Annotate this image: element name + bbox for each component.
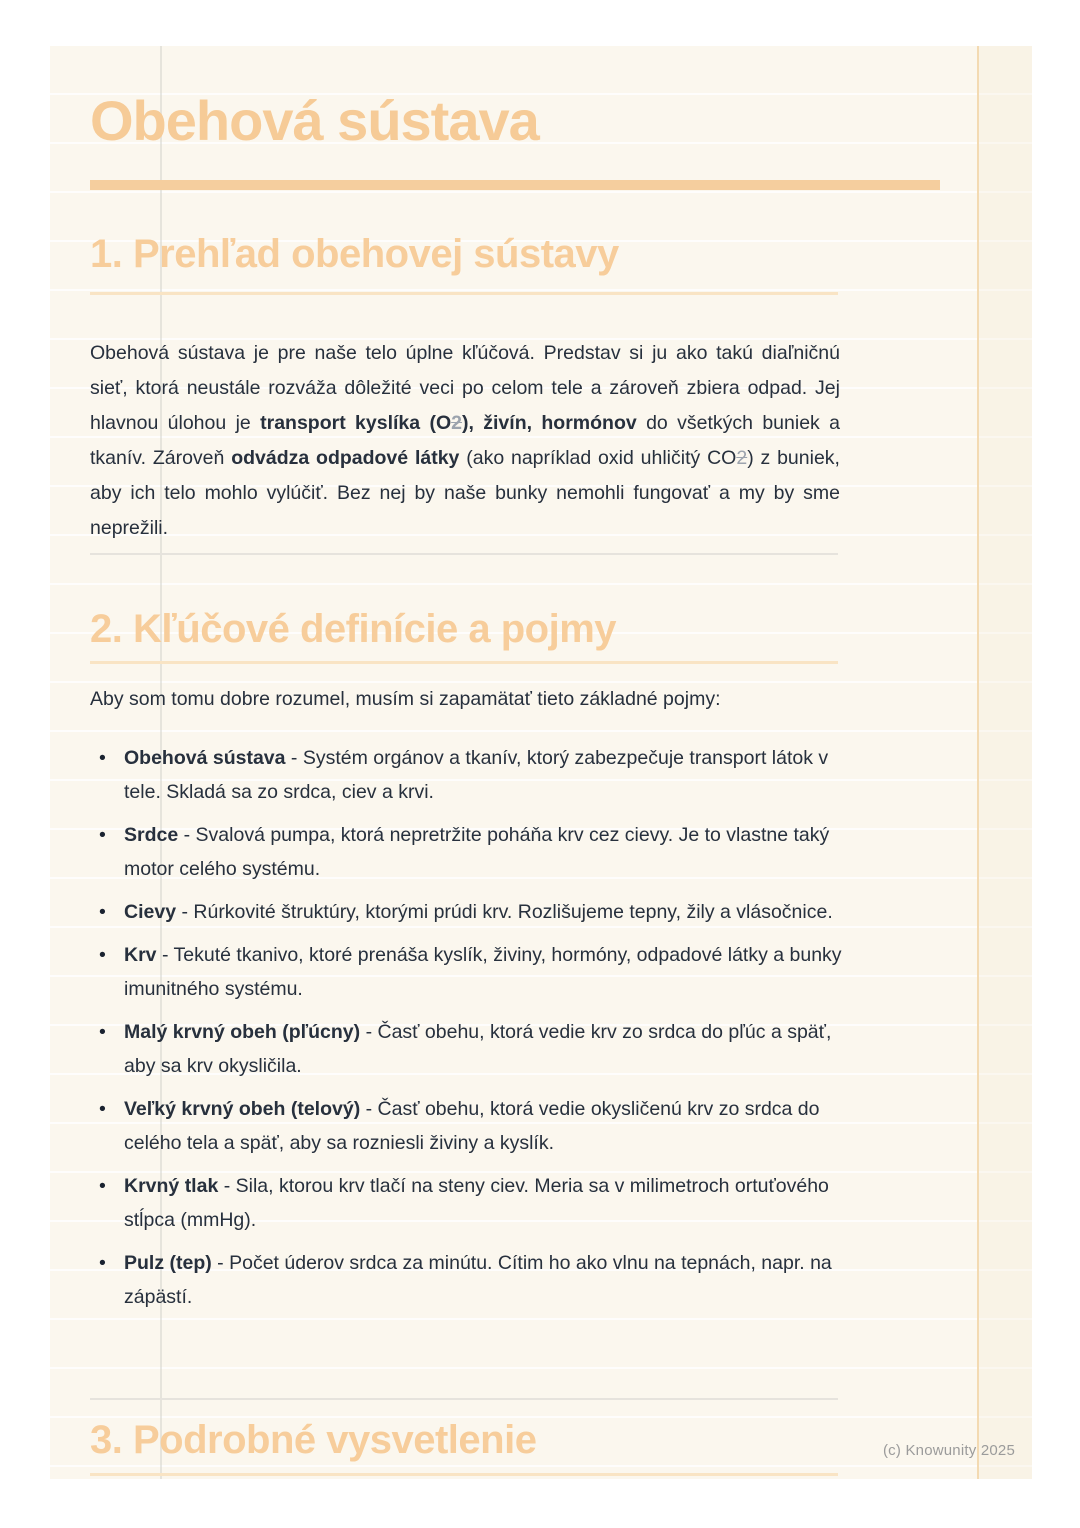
section-heading-definitions: 2. Kľúčové definície a pojmy bbox=[90, 607, 617, 651]
bullet-icon: • bbox=[99, 1175, 106, 1197]
term-label: Srdce bbox=[124, 824, 179, 846]
bullet-icon: • bbox=[99, 1021, 106, 1043]
list-item bbox=[90, 818, 852, 886]
section-heading-overview: 1. Prehľad obehovej sústavy bbox=[90, 232, 619, 276]
term-separator: - bbox=[223, 1175, 231, 1197]
page-title: Obehová sústava bbox=[90, 89, 539, 152]
definitions-intro: Aby som tomu dobre rozumel, musím si zapamätať tieto základné pojmy: bbox=[90, 688, 721, 710]
term-separator: - bbox=[181, 901, 188, 923]
term-label: Malý krvný obeh (pľúcny) bbox=[124, 1021, 361, 1043]
definitions-list bbox=[90, 741, 852, 1323]
paragraph-bold-waste: odvádza odpadové látky bbox=[231, 446, 460, 469]
list-item bbox=[90, 1015, 852, 1083]
term-separator: - bbox=[161, 944, 169, 966]
co2-subscript: 2 bbox=[736, 446, 748, 469]
term-description: Rúrkovité štruktúry, ktorými prúdi krv. Rozlišujeme tepny, žily a vlásočnice. bbox=[193, 901, 833, 923]
overview-paragraph bbox=[90, 336, 840, 546]
bullet-icon: • bbox=[99, 901, 106, 923]
notes-page bbox=[50, 46, 1032, 1479]
bullet-icon: • bbox=[99, 944, 106, 966]
paragraph-bold-transport-end: ), živín, hormónov bbox=[462, 411, 637, 434]
term-separator: - bbox=[217, 1252, 224, 1274]
term-description: Počet úderov srdca za minútu. Cítim ho ako vlnu na tepnách, napr. na zápästí. bbox=[124, 1252, 832, 1308]
term-description: Sila, ktorou krv tlačí na steny ciev. Meria sa v milimetroch ortuťového stĺpca (mmHg). bbox=[124, 1175, 829, 1231]
list-item bbox=[90, 1169, 852, 1237]
term-description: Tekuté tkanivo, ktoré prenáša kyslík, živiny, hormóny, odpadové látky a bunky imunitného systému. bbox=[124, 944, 842, 1000]
term-label: Cievy bbox=[124, 901, 177, 923]
term-label: Pulz (tep) bbox=[124, 1252, 212, 1274]
term-separator: - bbox=[290, 747, 298, 769]
list-item bbox=[90, 938, 852, 1006]
section-underline-overview bbox=[90, 292, 838, 295]
list-item bbox=[90, 741, 852, 809]
term-separator: - bbox=[183, 824, 191, 846]
term-description: Svalová pumpa, ktorá nepretržite poháňa krv cez cievy. Je to vlastne taký motor celého systému. bbox=[124, 824, 830, 880]
paragraph-text: do všetkých buniek a tkanív. Zároveň bbox=[90, 411, 840, 469]
o2-subscript: 2 bbox=[451, 411, 462, 434]
bullet-icon: • bbox=[99, 747, 106, 769]
paragraph-text: Obehová sústava je pre naše telo úplne kľúčová. Predstav si ju ako takú diaľničnú sieť, ktorá neustále rozváža dôležité veci po celom tele a zároveň zbiera odpad. Jej hlavnou úlohou je bbox=[90, 341, 840, 434]
term-description: Časť obehu, ktorá vedie okysličenú krv zo srdca do celého tela a späť, aby sa rozniesli živiny a kyslík. bbox=[124, 1098, 820, 1154]
section-underline-definitions bbox=[90, 661, 838, 664]
list-item bbox=[90, 895, 852, 929]
paragraph-text: (ako napríklad oxid uhličitý CO bbox=[459, 446, 737, 469]
list-item bbox=[90, 1246, 852, 1314]
section-heading-details: 3. Podrobné vysvetlenie bbox=[90, 1418, 537, 1462]
section-underline-details bbox=[90, 1473, 838, 1476]
copyright-footer: (c) Knowunity 2025 bbox=[882, 1442, 1015, 1459]
term-separator: - bbox=[365, 1098, 373, 1120]
term-description: Systém orgánov a tkanív, ktorý zabezpečuje transport látok v tele. Skladá sa zo srdca, ciev a krvi. bbox=[124, 747, 829, 803]
term-label: Krv bbox=[124, 944, 157, 966]
paragraph-bold-transport: transport kyslíka (O bbox=[260, 411, 452, 434]
term-label: Krvný tlak bbox=[124, 1175, 219, 1197]
term-label: Veľký krvný obeh (telový) bbox=[124, 1098, 361, 1120]
section-divider bbox=[90, 553, 838, 555]
term-separator: - bbox=[365, 1021, 373, 1043]
bullet-icon: • bbox=[99, 1252, 106, 1274]
bullet-icon: • bbox=[99, 1098, 106, 1120]
list-item bbox=[90, 1092, 852, 1160]
bullet-icon: • bbox=[99, 824, 106, 846]
term-description: Časť obehu, ktorá vedie krv zo srdca do pľúc a späť, aby sa krv okysličila. bbox=[124, 1021, 832, 1077]
title-underline bbox=[90, 180, 940, 190]
paragraph-text: ) z buniek, aby ich telo mohlo vylúčiť. Bez nej by naše bunky nemohli fungovať a my by sme neprežili. bbox=[90, 446, 840, 539]
term-label: Obehová sústava bbox=[124, 747, 286, 769]
section-divider bbox=[90, 1398, 838, 1400]
